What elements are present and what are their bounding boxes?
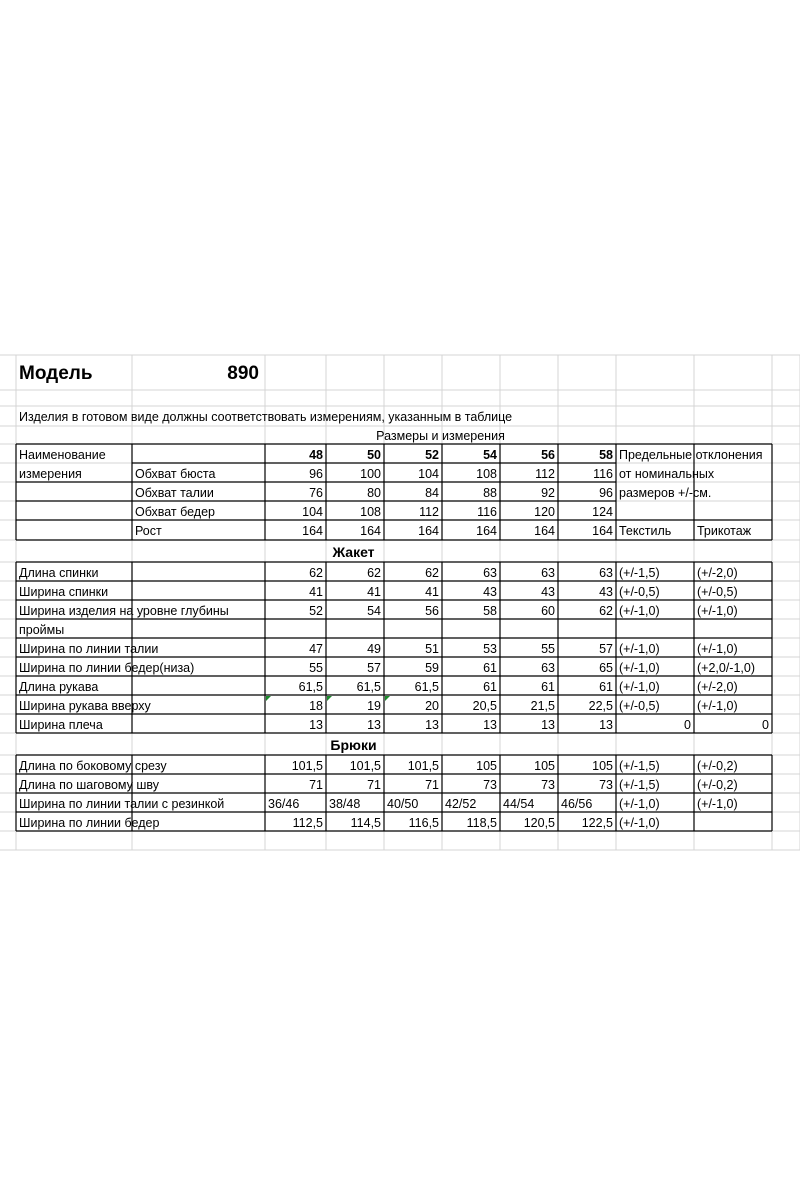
jacket-textile-tolerance: (+/-1,0)	[619, 680, 660, 694]
trousers-row-value: 40/50	[387, 797, 419, 811]
body-measure-value: 76	[309, 486, 323, 500]
trousers-knit-tolerance: (+/-1,0)	[697, 797, 738, 811]
trousers-row-value: 36/46	[268, 797, 300, 811]
body-measure-value: 104	[302, 505, 323, 519]
jacket-textile-tolerance: 0	[684, 718, 691, 732]
body-measure-value: 80	[367, 486, 381, 500]
body-measure-value: 104	[418, 467, 439, 481]
jacket-row-value: 56	[425, 604, 439, 618]
trousers-row-value: 42/52	[445, 797, 477, 811]
jacket-row-value: 61,5	[298, 680, 323, 694]
jacket-row-label: Ширина плеча	[19, 718, 103, 732]
size-56: 56	[541, 448, 555, 462]
body-measure-value: 164	[360, 524, 381, 538]
jacket-row-value: 13	[309, 718, 323, 732]
model-number: 890	[227, 363, 259, 384]
jacket-row-value: 43	[599, 585, 613, 599]
trousers-row-value: 116,5	[408, 816, 439, 830]
jacket-knit-tolerance: 0	[762, 718, 769, 732]
trousers-row-label: Ширина по линии бедер	[19, 816, 160, 830]
body-measure-label: Обхват бюста	[135, 467, 216, 481]
jacket-row-value: 20	[425, 699, 439, 713]
jacket-row-value: 41	[425, 585, 439, 599]
trousers-knit-tolerance: (+/-0,2)	[697, 778, 738, 792]
trousers-row-value: 44/54	[503, 797, 535, 811]
trousers-row-value: 71	[367, 778, 381, 792]
jacket-row-label: Ширина по линии бедер(низа)	[19, 661, 195, 675]
jacket-row-value: 13	[425, 718, 439, 732]
jacket-knit-tolerance: (+/-2,0)	[697, 566, 738, 580]
jacket-row-value: 55	[541, 642, 555, 656]
size-58: 58	[599, 448, 613, 462]
trousers-row-value: 105	[534, 759, 555, 773]
jacket-row-label: Ширина рукава вверху	[19, 699, 151, 713]
jacket-row-value: 52	[309, 604, 323, 618]
jacket-row-value: 49	[367, 642, 381, 656]
trousers-row-value: 101,5	[291, 759, 323, 773]
jacket-row-value: 61,5	[414, 680, 439, 694]
trousers-row-value: 112,5	[292, 816, 323, 830]
jacket-textile-tolerance: (+/-1,0)	[619, 604, 660, 618]
jacket-knit-tolerance: (+/-1,0)	[697, 604, 738, 618]
jacket-row-value: 19	[367, 699, 381, 713]
body-measure-value: 116	[593, 467, 613, 481]
body-measure-value: 120	[534, 505, 555, 519]
trousers-row-value: 114,5	[350, 816, 381, 830]
jacket-row-value: 62	[425, 566, 439, 580]
jacket-row-value	[329, 621, 381, 639]
jacket-row-value: 53	[483, 642, 497, 656]
trousers-textile-tolerance: (+/-1,0)	[619, 797, 660, 811]
jacket-row-value	[268, 621, 323, 639]
jacket-row-value: 51	[425, 642, 439, 656]
body-measure-value: 112	[419, 505, 439, 519]
body-measure-value: 124	[592, 505, 613, 519]
trousers-row-value: 38/48	[329, 797, 361, 811]
trousers-row-value: 105	[592, 759, 613, 773]
name-header: Наименование	[19, 448, 106, 462]
jacket-row-value: 60	[541, 604, 555, 618]
jacket-row-value: 13	[367, 718, 381, 732]
jacket-textile-tolerance: (+/-0,5)	[619, 699, 660, 713]
trousers-row-label: Ширина по линии талии с резинкой	[19, 797, 225, 811]
jacket-row-label: Длина спинки	[19, 566, 99, 580]
trousers-row-value: 118,5	[466, 816, 497, 830]
jacket-row-value: 62	[309, 566, 323, 580]
jacket-row-value: 18	[309, 699, 323, 713]
size-54: 54	[483, 448, 497, 462]
body-measure-label: Обхват талии	[135, 486, 214, 500]
jacket-row-value: 47	[309, 642, 323, 656]
trousers-section-title: Брюки	[330, 737, 377, 753]
size-52: 52	[425, 448, 439, 462]
body-measure-value: 164	[592, 524, 613, 538]
trousers-knit-tolerance: (+/-0,2)	[697, 759, 738, 773]
jacket-textile-tolerance: (+/-1,0)	[619, 642, 660, 656]
jacket-row-value: 55	[309, 661, 323, 675]
jacket-row-value: 54	[367, 604, 381, 618]
jacket-textile-tolerance: (+/-1,0)	[619, 661, 660, 675]
jacket-row-value: 63	[541, 566, 555, 580]
trousers-textile-tolerance: (+/-1,0)	[619, 816, 660, 830]
jacket-row-label: Ширина спинки	[19, 585, 109, 599]
jacket-row-value: 63	[483, 566, 497, 580]
jacket-row-value: 63	[541, 661, 555, 675]
jacket-row-value: 13	[541, 718, 555, 732]
jacket-row-value: 13	[599, 718, 613, 732]
jacket-row-label: Длина рукава	[19, 680, 99, 694]
size-50: 50	[367, 448, 381, 462]
trousers-row-value: 46/56	[561, 797, 593, 811]
jacket-row-value: 62	[367, 566, 381, 580]
trousers-row-value: 73	[599, 778, 613, 792]
trousers-knit-tolerance	[697, 814, 769, 832]
jacket-row-value: 57	[599, 642, 613, 656]
jacket-row-value: 63	[599, 566, 613, 580]
jacket-row-label: Ширина изделия на уровне глубины	[19, 604, 229, 618]
jacket-row-value: 43	[541, 585, 555, 599]
body-measure-label: Рост	[135, 524, 162, 538]
body-measure-value: 108	[360, 505, 381, 519]
body-measure-value: 164	[418, 524, 439, 538]
jacket-row-value: 62	[599, 604, 613, 618]
jacket-knit-tolerance: (+/-1,0)	[697, 642, 738, 656]
body-measure-value: 164	[476, 524, 497, 538]
jacket-row-value	[503, 621, 555, 639]
trousers-row-value: 101,5	[407, 759, 439, 773]
trousers-textile-tolerance: (+/-1,5)	[619, 759, 660, 773]
trousers-row-value: 71	[425, 778, 439, 792]
trousers-row-label: Длина по шаговому шву	[19, 778, 160, 792]
jacket-row-value: 13	[483, 718, 497, 732]
deviation-header: от номинальных	[619, 467, 715, 481]
name-header-cont: измерения	[19, 467, 82, 481]
body-measure-value: 116	[477, 505, 497, 519]
size-48: 48	[309, 448, 323, 462]
jacket-textile-tolerance: (+/-0,5)	[619, 585, 660, 599]
jacket-section-title: Жакет	[332, 544, 375, 560]
jacket-row-value: 58	[483, 604, 497, 618]
body-measure-value: 88	[483, 486, 497, 500]
sizes-header: Размеры и измерения	[376, 429, 505, 443]
jacket-row-value: 22,5	[588, 699, 613, 713]
model-label: Модель	[19, 363, 93, 384]
jacket-row-value: 41	[367, 585, 381, 599]
knit-label: Трикотаж	[697, 524, 752, 538]
jacket-row-value: 65	[599, 661, 613, 675]
trousers-row-value: 73	[483, 778, 497, 792]
deviation-header: Предельные отклонения	[619, 448, 763, 462]
note-text: Изделия в готовом виде должны соответствовать измерениям, указанным в таблице	[19, 410, 513, 424]
jacket-row-value	[445, 621, 497, 639]
textile-label: Текстиль	[619, 524, 672, 538]
jacket-row-value: 61	[483, 661, 497, 675]
trousers-row-value: 105	[476, 759, 497, 773]
deviation-header: размеров +/-см.	[619, 486, 712, 500]
jacket-row-value	[561, 621, 613, 639]
jacket-knit-tolerance: (+2,0/-1,0)	[697, 661, 756, 675]
trousers-row-value: 71	[309, 778, 323, 792]
body-measure-value: 96	[599, 486, 613, 500]
trousers-row-label: Длина по боковому срезу	[19, 759, 167, 773]
trousers-row-value: 120,5	[523, 816, 555, 830]
jacket-knit-tolerance: (+/-0,5)	[697, 585, 738, 599]
jacket-row-value: 20,5	[472, 699, 497, 713]
trousers-row-value: 73	[541, 778, 555, 792]
trousers-row-value: 101,5	[349, 759, 381, 773]
jacket-row-value: 43	[483, 585, 497, 599]
body-measure-value: 164	[534, 524, 555, 538]
jacket-knit-tolerance: (+/-2,0)	[697, 680, 738, 694]
jacket-row-value: 41	[309, 585, 323, 599]
jacket-row-value: 61	[599, 680, 613, 694]
trousers-row-value: 122,5	[581, 816, 613, 830]
jacket-row-label: Ширина по линии талии	[19, 642, 159, 656]
body-measure-value: 164	[302, 524, 323, 538]
jacket-row-value: 21,5	[530, 699, 555, 713]
trousers-textile-tolerance: (+/-1,5)	[619, 778, 660, 792]
jacket-row-value: 61	[541, 680, 555, 694]
jacket-row-value: 61	[483, 680, 497, 694]
jacket-row-value: 59	[425, 661, 439, 675]
body-measure-value: 92	[541, 486, 555, 500]
body-measure-value: 108	[476, 467, 497, 481]
jacket-textile-tolerance	[619, 621, 691, 639]
body-measure-label: Обхват бедер	[135, 505, 215, 519]
jacket-row-value	[387, 621, 439, 639]
body-measure-value: 84	[425, 486, 439, 500]
body-measure-value: 96	[309, 467, 323, 481]
body-measure-value: 112	[535, 467, 555, 481]
jacket-knit-tolerance	[697, 621, 769, 639]
jacket-knit-tolerance: (+/-1,0)	[697, 699, 738, 713]
jacket-row-value: 57	[367, 661, 381, 675]
jacket-row-value: 61,5	[356, 680, 381, 694]
jacket-row-label: проймы	[19, 623, 65, 637]
jacket-textile-tolerance: (+/-1,5)	[619, 566, 660, 580]
body-measure-value: 100	[360, 467, 381, 481]
